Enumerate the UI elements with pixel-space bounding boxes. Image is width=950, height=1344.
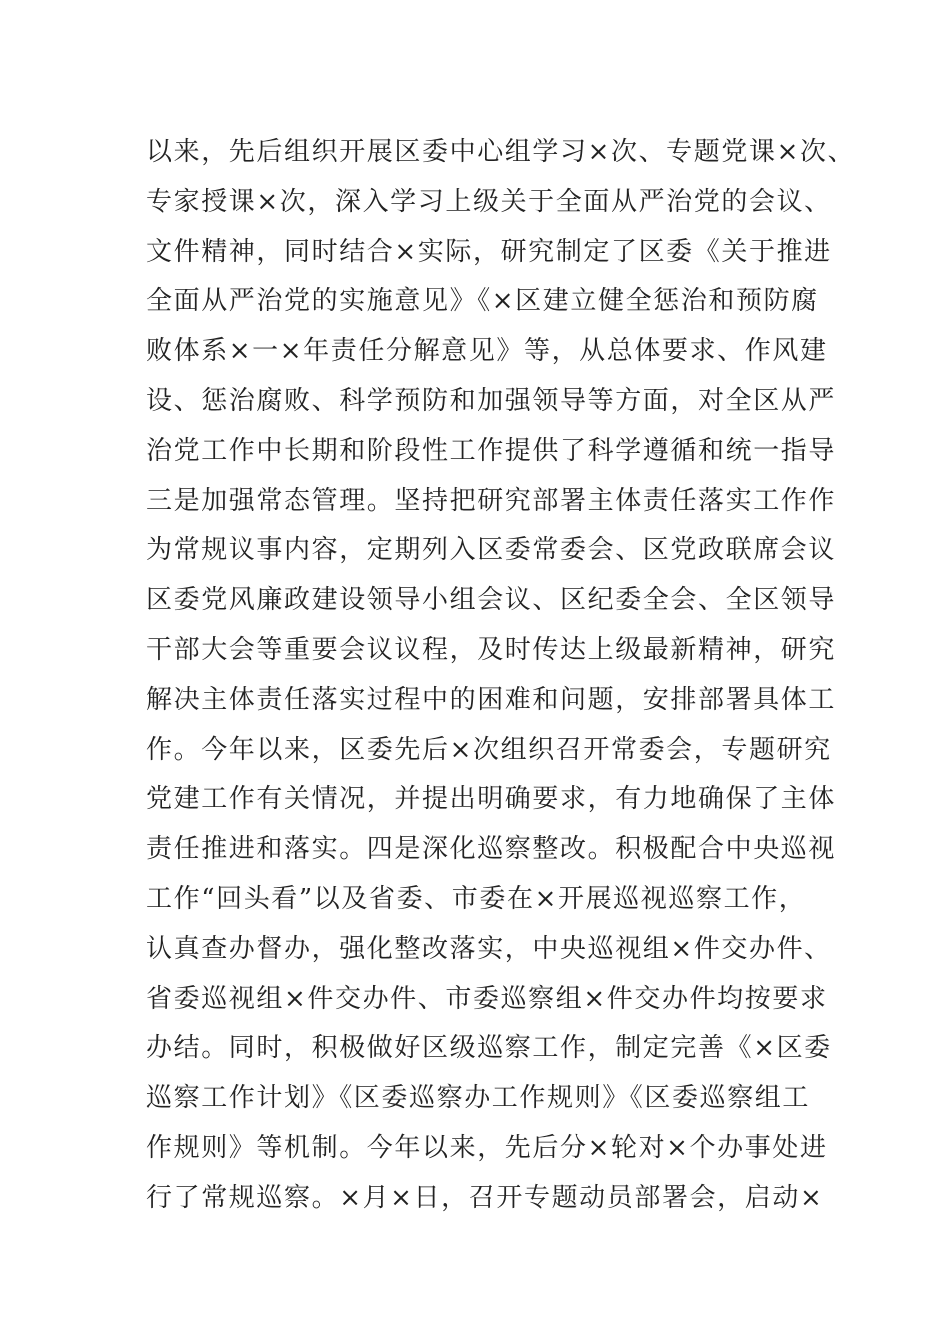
text-line: 以来，先后组织开展区委中心组学习×次、专题党课×次、 — [146, 137, 856, 167]
text-line: 区委党风廉政建设领导小组会议、区纪委全会、全区领导 — [146, 585, 837, 616]
text-line: 专家授课×次，深入学习上级关于全面从严治党的会议、 — [146, 186, 832, 217]
text-line: 认真查办督办，强化整改落实，中央巡视组×件交办件、 — [146, 933, 832, 964]
text-line: 作规则》等机制。今年以来，先后分×轮对×个办事处进 — [146, 1132, 828, 1163]
text-line: 工作“回头看”以及省委、市委在×开展巡视巡察工作， — [146, 883, 807, 914]
text-line: 败体系×一×年责任分解意见》等，从总体要求、作风建 — [146, 336, 828, 367]
text-line: 行了常规巡察。×月×日，召开专题动员部署会，启动× — [146, 1182, 824, 1213]
text-line: 巡察工作计划》《区委巡察办工作规则》《区委巡察组工 — [146, 1083, 811, 1114]
text-line: 为常规议事内容，定期列入区委常委会、区党政联席会议 — [146, 535, 837, 566]
text-line: 治党工作中长期和阶段性工作提供了科学遵循和统一指导 — [146, 435, 837, 466]
text-line: 办结。同时，积极做好区级巡察工作，制定完善《×区委 — [146, 1033, 832, 1064]
text-line: 设、惩治腐败、科学预防和加强领导等方面，对全区从严 — [146, 385, 837, 416]
text-line: 全面从严治党的实施意见》《×区建立健全惩治和预防腐 — [146, 286, 819, 317]
text-line: 解决主体责任落实过程中的困难和问题，安排部署具体工 — [146, 684, 837, 715]
text-line: 省委巡视组×件交办件、市委巡察组×件交办件均按要求 — [146, 983, 828, 1014]
text-line: 三是加强常态管理。坚持把研究部署主体责任落实工作作 — [146, 485, 837, 516]
text-line: 干部大会等重要会议议程，及时传达上级最新精神，研究 — [146, 634, 837, 665]
body-text — [146, 128, 856, 1224]
text-line: 文件精神，同时结合×实际，研究制定了区委《关于推进 — [146, 236, 832, 267]
text-line: 责任推进和落实。四是深化巡察整改。积极配合中央巡视 — [146, 834, 837, 865]
text-line: 党建工作有关情况，并提出明确要求，有力地确保了主体 — [146, 784, 837, 815]
text-line: 作。今年以来，区委先后×次组织召开常委会，专题研究 — [146, 734, 832, 765]
